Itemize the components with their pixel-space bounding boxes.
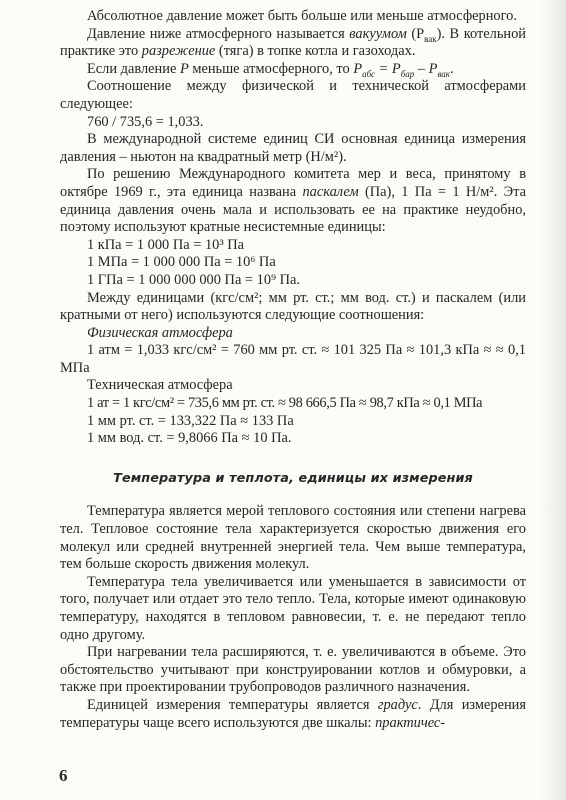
paragraph-temperature-definition: Температура является мерой теплового состояния или степени нагрева тел. Тепловое состояние тела характеризуется скоростью движения его молекул или средней внутренней энергией тела. Чем выше температура, тем больше скорость движения молекул. — [60, 503, 526, 573]
term-vacuum: вакуумом — [349, 25, 407, 42]
text: (P — [406, 25, 425, 42]
unit-mpa: 1 МПа = 1 000 000 Па = 10⁶ Па — [87, 254, 276, 271]
paragraph-pascal — [60, 166, 526, 236]
text: меньше атмосферного, то — [188, 60, 354, 77]
text: Если давление — [87, 60, 180, 77]
page-edge-shade — [540, 0, 566, 800]
text: . Для измерения температуры чаще всего используются две шкалы: — [60, 696, 526, 731]
paragraph-absolute-pressure: Абсолютное давление может быть больше или меньше атмосферного. — [87, 8, 517, 24]
subscript: бар — [400, 68, 415, 79]
subscript: вак — [437, 68, 451, 79]
term-gradus: градус — [377, 696, 418, 713]
text: Единицей измерения температуры является — [87, 696, 378, 713]
technical-atmosphere-relation: 1 ат = 1 кгс/см² = 735,6 мм рт. ст. ≈ 98 666,5 Па ≈ 98,7 кПа ≈ 0,1 МПа — [87, 395, 483, 412]
paragraph-si: В международной системе единиц СИ основная единица измерения давления – ньютон на квадратный метр (Н/м²). — [60, 131, 526, 165]
paragraph-temperature-change: Температура тела увеличивается или уменьшается в зависимости от того, получает или отдает это тело тепло. Тела, которые имеют одинаковую температуру, находятся в тепловом равновесии, т. е. не передают тепло одно другому. — [60, 573, 526, 643]
mmwater-relation: 1 мм вод. ст. = 9,8066 Па ≈ 10 Па. — [87, 430, 292, 447]
var-p: P — [179, 60, 189, 77]
paragraph-expansion: При нагревании тела расширяются, т. е. увеличиваются в объеме. Это обстоятельство учитывают при конструировании котлов и обмуровки, а также при проектировании трубопроводов различного назначения. — [60, 644, 526, 696]
physical-atmosphere-relation: 1 атм = 1,033 кгс/см² = 760 мм рт. ст. ≈ 101 325 Па ≈ 101,3 кПа ≈ ≈ 0,1 МПа — [60, 342, 526, 376]
section-heading: Температура и теплота, единицы их измерения — [113, 470, 473, 486]
formula-part: = P — [375, 60, 401, 77]
text: ). В котельной практике это — [60, 25, 526, 60]
formula — [353, 61, 450, 77]
subscript: абс — [362, 68, 376, 79]
term-practical: практичес- — [375, 714, 446, 731]
unit-kpa: 1 кПа = 1 000 Па = 10³ Па — [87, 236, 245, 253]
text: Давление ниже атмосферного называется — [87, 25, 350, 42]
paragraph-units-relations: Между единицами (кгс/см²; мм рт. ст.; мм вод. ст.) и паскалем (или кратными от него) используются следующие соотношения: — [60, 289, 526, 324]
page-number: 6 — [59, 766, 68, 785]
paragraph-degree — [60, 697, 526, 732]
term-razrezhenie: разрежение — [141, 43, 216, 60]
subtitle-physical-atmosphere: Физическая атмосфера — [87, 324, 233, 341]
paragraph-relation: Соотношение между физической и технической атмосферами следующее: — [60, 78, 526, 112]
text: (тяга) в топке котла и газоходах. — [215, 43, 416, 60]
mmhg-relation: 1 мм рт. ст. = 133,322 Па ≈ 133 Па — [87, 412, 294, 429]
text: (Па), 1 Па = 1 Н/м². Эта единица давления очень мала и использовать ее на практике неудобно, поэтому используют кратные несистемные единицы: — [60, 183, 526, 236]
text: По решению Международного комитета мер и веса, принятому в октябре 1969 г., эта единица названа — [60, 166, 526, 200]
subtitle-technical-atmosphere: Техническая атмосфера — [87, 377, 233, 394]
subscript: вак — [424, 33, 437, 44]
paragraph-formula — [60, 61, 526, 79]
unit-gpa: 1 ГПа = 1 000 000 000 Па = 10⁹ Па. — [87, 271, 301, 288]
term-pascal: паскалем — [302, 183, 359, 200]
book-page — [60, 8, 526, 792]
text: . — [450, 60, 454, 77]
formula-part: P — [353, 60, 363, 77]
formula-part: – P — [414, 60, 438, 77]
equation-ratio: 760 / 735,6 = 1,033. — [87, 113, 204, 130]
paragraph-vacuum — [60, 26, 526, 61]
